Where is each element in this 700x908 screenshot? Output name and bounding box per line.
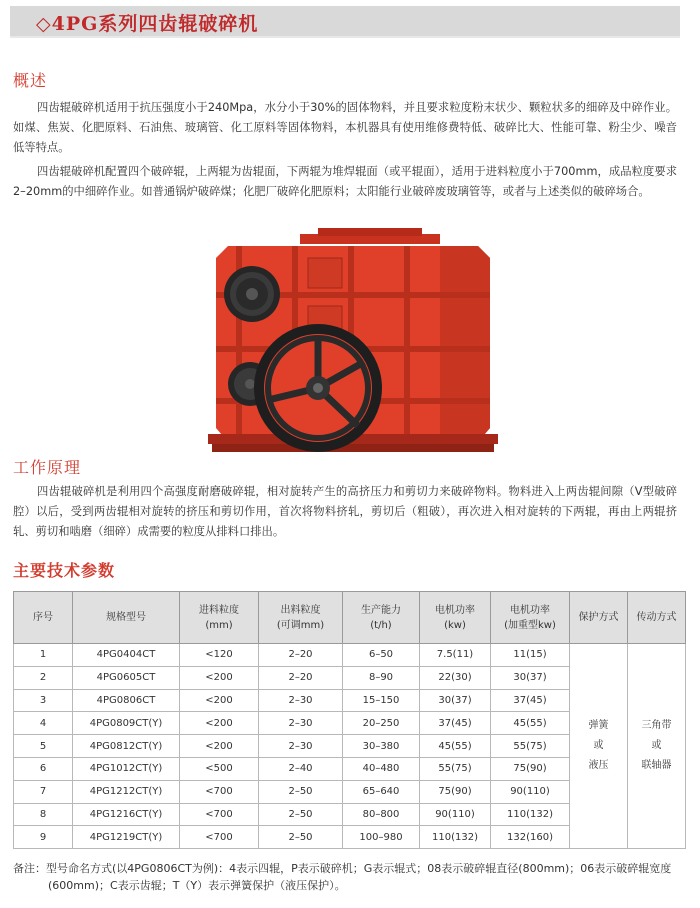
spec-cell: 6 [14,757,73,780]
spec-cell: <200 [180,666,259,689]
spec-cell: 4PG1219CT(Y) [73,826,180,849]
spec-header-cell: 电机功率 (加重型kw) [491,592,570,644]
spec-cell: 2–30 [259,712,343,735]
spec-header-cell: 电机功率 (kw) [420,592,491,644]
spec-cell: 37(45) [491,689,570,712]
spec-header-cell: 出料粒度 (可调mm) [259,592,343,644]
principle-paragraph: 四齿辊破碎机是利用四个高强度耐磨破碎辊，相对旋转产生的高挤压力和剪切力来破碎物料。物料进入上两齿辊间隙（V型破碎腔）以后，受到两齿辊相对旋转的挤压和剪切作用，首次将物料挤轧，剪切后（粗破），再次进入相对旋转的下两辊，再由上两辊挤轧、剪切和啮磨（细碎）成需要的粒度从排料口排出。 [13,485,677,538]
spec-cell: <500 [180,757,259,780]
principle-heading: 工作原理 [13,458,82,477]
spec-cell: 4PG0404CT [73,644,180,667]
spec-cell: 4PG0605CT [73,666,180,689]
spec-cell: 45(55) [420,735,491,758]
spec-cell: 2–30 [259,735,343,758]
spec-cell: 2–50 [259,803,343,826]
spec-cell: <120 [180,644,259,667]
spec-header-cell: 生产能力 (t/h) [343,592,420,644]
spec-cell: 40–480 [343,757,420,780]
spec-cell: 75(90) [420,780,491,803]
table-row [14,644,686,667]
overview-paragraph-1: 四齿辊破碎机适用于抗压强度小于240Mpa，水分小于30%的固体物料，并且要求粒度粉末状少、颗粒状多的细碎及中碎作业。如煤、焦炭、化肥原料、石油焦、玻璃管、化工原料等固体物料，本机器具有使用维修费特低、破碎比大、性能可靠、粉尘少、噪音低等特点。 [13,101,677,154]
overview-heading: 概述 [13,71,48,90]
spec-cell: 20–250 [343,712,420,735]
spec-cell: 4PG1212CT(Y) [73,780,180,803]
spec-cell: <700 [180,803,259,826]
note-line-1: 备注：型号命名方式(以4PG0806CT为例)：4表示四辊，P表示破碎机；G表示辊式；08表示破碎辊直径(800mm)；06表示破碎辊宽度 [13,862,672,875]
spec-cell: 2–30 [259,689,343,712]
spec-cell: 6–50 [343,644,420,667]
spec-cell: 4PG1216CT(Y) [73,803,180,826]
spec-cell: 55(75) [491,735,570,758]
spec-cell: <700 [180,826,259,849]
spec-cell: 7 [14,780,73,803]
spec-cell: 45(55) [491,712,570,735]
spec-header-cell: 保护方式 [570,592,628,644]
spec-cell: 132(160) [491,826,570,849]
crusher-machine-image [208,228,498,456]
spec-cell: 3 [14,689,73,712]
spec-cell: 1 [14,644,73,667]
spec-cell: 110(132) [491,803,570,826]
spec-cell: 80–800 [343,803,420,826]
spec-cell: 7.5(11) [420,644,491,667]
spec-cell: 2–40 [259,757,343,780]
notes [13,860,683,894]
transmission-cell: 三角带 或 联轴器 [628,644,686,849]
spec-cell: 37(45) [420,712,491,735]
spec-cell: 2–50 [259,826,343,849]
spec-cell: 5 [14,735,73,758]
spec-header-cell: 传动方式 [628,592,686,644]
spec-cell: 8–90 [343,666,420,689]
spec-cell: 9 [14,826,73,849]
page-title: ◇4PG系列四齿辊破碎机 [36,13,259,35]
spec-cell: 22(30) [420,666,491,689]
protection-cell: 弹簧 或 液压 [570,644,628,849]
title-bar [10,6,680,38]
spec-cell: 4 [14,712,73,735]
spec-header-cell: 规格型号 [73,592,180,644]
spec-cell: <200 [180,689,259,712]
spec-table-header [14,592,686,644]
spec-cell: 4PG0812CT(Y) [73,735,180,758]
overview-paragraph-2: 四齿辊破碎机配置四个破碎辊，上两辊为齿辊面，下两辊为堆焊辊面（或平辊面），适用于进料粒度小于700mm，成品粒度要求2–20mm的中细碎作业。如普通锅炉破碎煤；化肥厂破碎化肥原料；太阳能行业破碎废玻璃管等，或者与上述类似的破碎场合。 [13,165,677,198]
spec-cell: 90(110) [420,803,491,826]
spec-cell: 75(90) [491,757,570,780]
spec-header-cell: 进料粒度 (mm) [180,592,259,644]
spec-cell: 2 [14,666,73,689]
spec-cell: 110(132) [420,826,491,849]
spec-cell: 2–20 [259,644,343,667]
spec-cell: 30(37) [420,689,491,712]
spec-cell: 15–150 [343,689,420,712]
spec-cell: 2–20 [259,666,343,689]
spec-cell: 4PG0806CT [73,689,180,712]
note-line-2: (600mm)；C表示齿辊；T（Y）表示弹簧保护（液压保护）。 [48,879,346,892]
spec-cell: 30–380 [343,735,420,758]
spec-cell: 8 [14,803,73,826]
spec-cell: <700 [180,780,259,803]
spec-cell: 11(15) [491,644,570,667]
spec-cell: 55(75) [420,757,491,780]
specs-heading: 主要技术参数 [13,561,116,580]
spec-cell: 4PG1012CT(Y) [73,757,180,780]
spec-cell: 100–980 [343,826,420,849]
spec-table [13,591,686,849]
spec-header-cell: 序号 [14,592,73,644]
spec-cell: <200 [180,735,259,758]
spec-cell: 2–50 [259,780,343,803]
spec-cell: 65–640 [343,780,420,803]
spec-cell: 30(37) [491,666,570,689]
spec-cell: 4PG0809CT(Y) [73,712,180,735]
spec-cell: <200 [180,712,259,735]
spec-cell: 90(110) [491,780,570,803]
